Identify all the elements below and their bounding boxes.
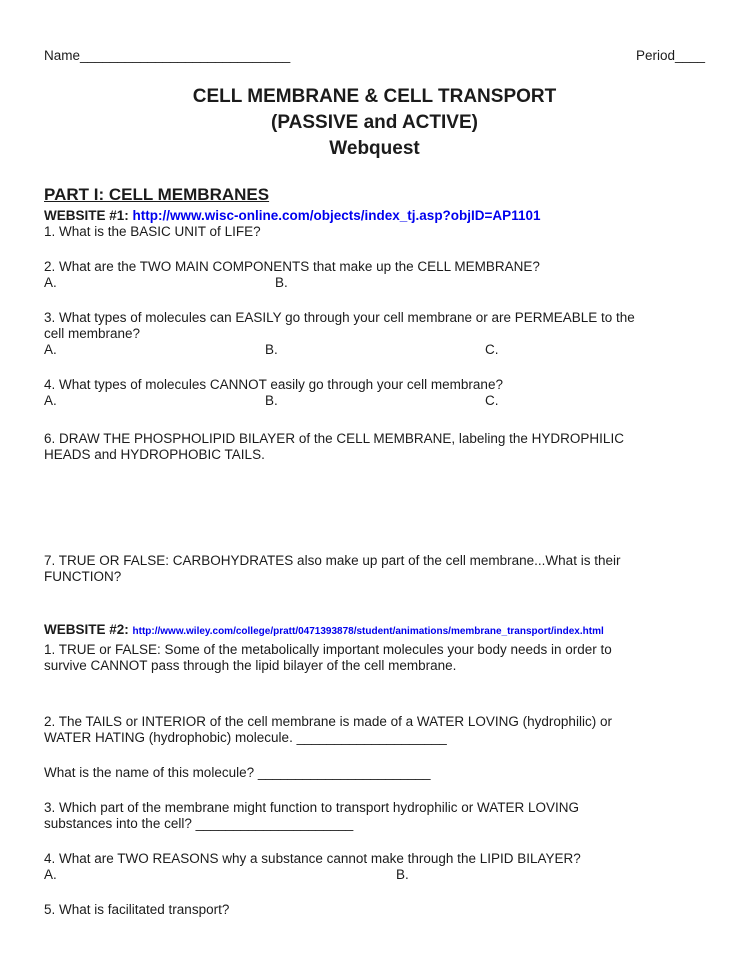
part1-question-6-text-2: HEADS and HYDROPHOBIC TAILS.	[44, 447, 265, 462]
title-line-3: Webquest	[329, 138, 420, 159]
document-title	[44, 84, 705, 162]
part1-website-link[interactable]: http://www.wisc-online.com/objects/index_tj.asp?objID=AP1101	[132, 208, 541, 223]
part2-question-1-text-1: 1. TRUE or FALSE: Some of the metabolically important molecules your body needs in order to	[44, 642, 612, 657]
answer-blank-b: B.	[265, 342, 278, 357]
part1-question-7	[44, 553, 705, 585]
part2-website-label: WEBSITE #2:	[44, 622, 133, 637]
part1-website-line	[44, 208, 705, 224]
name-blank-label: Name____________________________	[44, 48, 291, 63]
part1-question-2	[44, 259, 705, 291]
part2-question-4-answer-row	[44, 867, 705, 883]
part1-question-2-text: 2. What are the TWO MAIN COMPONENTS that make up the CELL MEMBRANE?	[44, 259, 540, 274]
answer-blank-b: B.	[396, 867, 409, 882]
period-blank-label: Period____	[635, 48, 705, 63]
part1-question-3	[44, 310, 705, 358]
part1-question-3-text-1: 3. What types of molecules can EASILY go through your cell membrane or are PERMEABLE to the	[44, 310, 635, 325]
part1-question-4-answer-row	[44, 393, 705, 409]
part1-question-4	[44, 377, 705, 409]
answer-blank-b: B.	[275, 275, 288, 290]
part1-website-label: WEBSITE #1:	[44, 208, 133, 223]
answer-blank-c: C.	[485, 393, 499, 408]
part1-question-1: 1. What is the BASIC UNIT of LIFE?	[44, 224, 261, 239]
answer-blank-c: C.	[485, 342, 499, 357]
answer-blank-a: A.	[44, 867, 57, 882]
part2-website-line	[44, 622, 705, 640]
answer-blank-a: A.	[44, 393, 57, 408]
part2-question-4	[44, 851, 705, 883]
part2-question-2-text-2: WATER HATING (hydrophobic) molecule. ____________________	[44, 730, 447, 745]
part2-question-3-text-2: substances into the cell? _____________________	[44, 816, 354, 831]
part1-question-4-text: 4. What types of molecules CANNOT easily go through your cell membrane?	[44, 377, 503, 392]
part1-question-3-text-2: cell membrane?	[44, 326, 141, 341]
part1-question-6-text-1: 6. DRAW THE PHOSPHOLIPID BILAYER of the CELL MEMBRANE, labeling the HYDROPHILIC	[44, 431, 624, 446]
part2-website-link[interactable]: http://www.wiley.com/college/pratt/0471393878/student/animations/membrane_transport/index.html	[132, 626, 604, 637]
part2-question-2-text-1: 2. The TAILS or INTERIOR of the cell membrane is made of a WATER LOVING (hydrophilic) or	[44, 714, 612, 729]
answer-blank-a: A.	[44, 275, 57, 290]
part1-question-6	[44, 431, 705, 463]
title-line-2: (PASSIVE and ACTIVE)	[271, 112, 478, 133]
part2-question-2-followup: What is the name of this molecule? _______________________	[44, 765, 431, 780]
drawing-blank-space	[44, 463, 705, 553]
part1-question-2-answer-row	[44, 275, 705, 291]
part2-question-1-text-2: survive CANNOT pass through the lipid bilayer of the cell membrane.	[44, 658, 457, 673]
part2-question-3-text-1: 3. Which part of the membrane might function to transport hydrophilic or WATER LOVING	[44, 800, 579, 815]
title-line-1: CELL MEMBRANE & CELL TRANSPORT	[192, 86, 557, 107]
part2-question-2	[44, 714, 705, 746]
answer-blank-b: B.	[265, 393, 278, 408]
part1-question-3-answer-row	[44, 342, 705, 358]
part2-question-1	[44, 642, 705, 674]
part2-question-4-text: 4. What are TWO REASONS why a substance cannot make through the LIPID BILAYER?	[44, 851, 581, 866]
part2-question-3	[44, 800, 705, 832]
part1-heading: PART I: CELL MEMBRANES	[44, 185, 270, 204]
answer-blank-a: A.	[44, 342, 57, 357]
part1-question-7-text-1: 7. TRUE OR FALSE: CARBOHYDRATES also make up part of the cell membrane...What is their	[44, 553, 621, 568]
part2-question-5: 5. What is facilitated transport?	[44, 902, 230, 917]
part1-question-7-text-2: FUNCTION?	[44, 569, 122, 584]
header-row	[44, 48, 705, 64]
